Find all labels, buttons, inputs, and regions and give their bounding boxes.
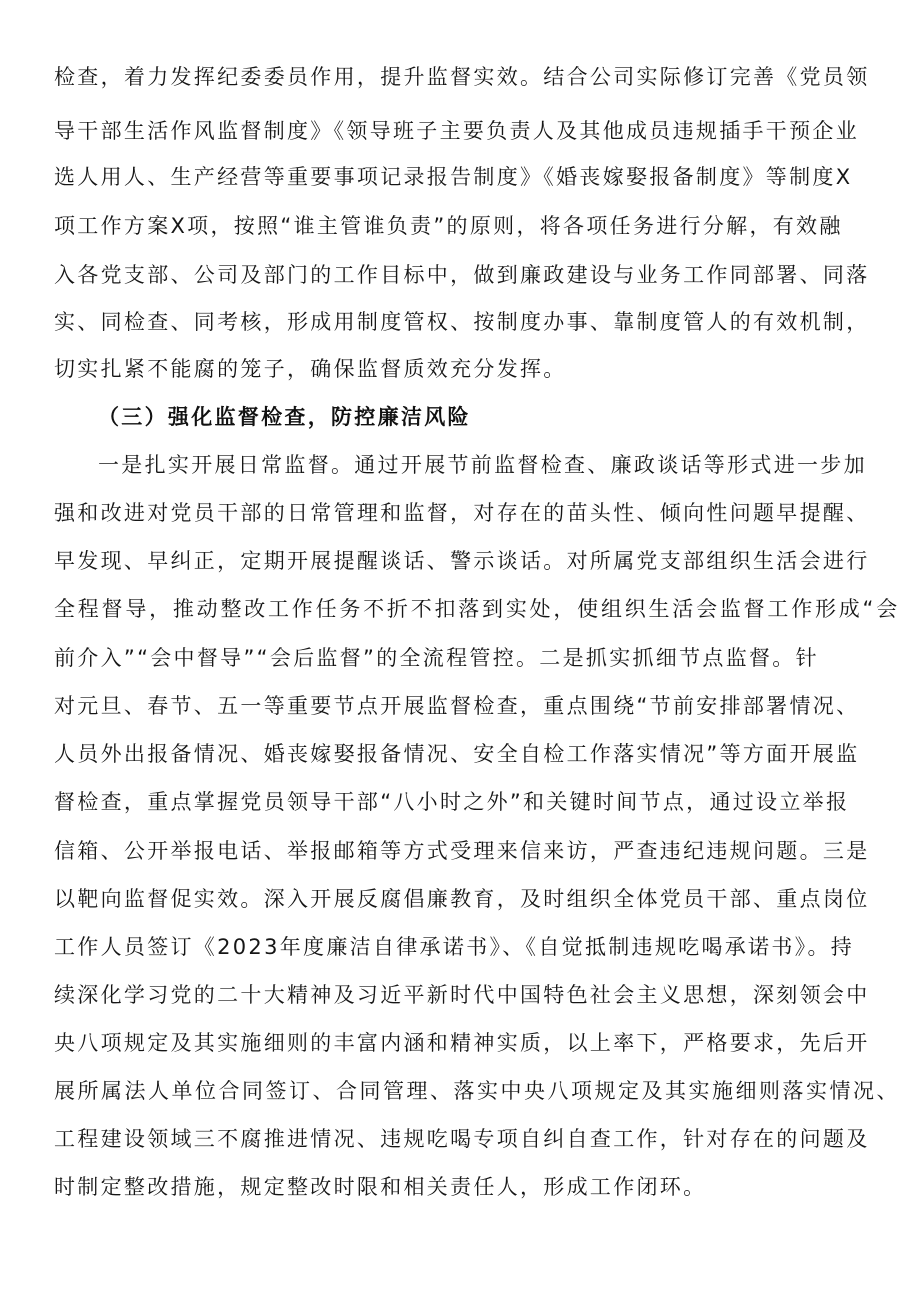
paragraph-2-line-15: 工程建设领域三不腐推进情况、违规吃喝专项自纠自查工作，针对存在的问题及 xyxy=(54,1127,870,1151)
paragraph-2-line-7: 人员外出报备情况、婚丧嫁娶报备情况、安全自检工作落实情况”等方面开展监 xyxy=(54,742,860,766)
paragraph-2-line-11: 工作人员签订《2023年度廉洁自律承诺书》、《自觉抵制违规吃喝承诺书》。持 xyxy=(54,935,855,959)
paragraph-2-line-16: 时制定整改措施，规定整改时限和相关责任人，形成工作闭环。 xyxy=(54,1175,707,1199)
paragraph-2-line-10: 以靶向监督促实效。深入开展反腐倡廉教育，及时组织全体党员干部、重点岗位 xyxy=(54,887,870,911)
paragraph-2-line-8: 督检查，重点掌握党员领导干部“八小时之外”和关键时间节点，通过设立举报 xyxy=(54,790,850,814)
paragraph-1-line-6: 实、同检查、同考核，形成用制度管权、按制度办事、靠制度管人的有效机制， xyxy=(54,310,870,334)
paragraph-2-line-12: 续深化学习党的二十大精神及习近平新时代中国特色社会主义思想，深刻领会中 xyxy=(54,983,870,1007)
paragraph-1-line-2: 导干部生活作风监督制度》《领导班子主要负责人及其他成员违规插手干预企业 xyxy=(54,119,859,143)
paragraph-2-line-9: 信箱、公开举报电话、举报邮箱等方式受理来信来访，严查违纪违规问题。三是 xyxy=(54,839,870,863)
paragraph-2-line-6: 对元旦、春节、五一等重要节点开展监督检查，重点围绕“节前安排部署情况、 xyxy=(54,694,860,718)
paragraph-1-line-7: 切实扎紧不能腐的笼子，确保监督质效充分发挥。 xyxy=(54,357,567,381)
paragraph-2-line-1: 一是扎实开展日常监督。通过开展节前监督检查、廉政谈话等形式进一步加 xyxy=(98,453,867,477)
paragraph-2-line-5: 前介入”“会中督导”“会后监督”的全流程管控。二是抓实抓细节点监督。针 xyxy=(54,646,819,670)
paragraph-2-line-4: 全程督导，推动整改工作任务不折不扣落到实处，使组织生活会监督工作形成“会 xyxy=(54,597,900,621)
paragraph-2-line-13: 央八项规定及其实施细则的丰富内涵和精神实质，以上率下，严格要求，先后开 xyxy=(54,1031,870,1055)
section-heading: （三）强化监督检查，防控廉洁风险 xyxy=(98,405,471,429)
paragraph-1-line-1: 检查，着力发挥纪委委员作用，提升监督实效。结合公司实际修订完善《党员领 xyxy=(54,65,870,89)
paragraph-1-line-4: 项工作方案X项，按照“谁主管谁负责”的原则，将各项任务进行分解，有效融 xyxy=(54,214,843,238)
paragraph-2-line-3: 早发现、早纠正，定期开展提醒谈话、警示谈话。对所属党支部组织生活会进行 xyxy=(54,549,870,573)
paragraph-2-line-14: 展所属法人单位合同签订、合同管理、落实中央八项规定及其实施细则落实情况、 xyxy=(54,1079,900,1103)
paragraph-1-line-5: 入各党支部、公司及部门的工作目标中，做到廉政建设与业务工作同部署、同落 xyxy=(54,263,870,287)
paragraph-2-line-2: 强和改进对党员干部的日常管理和监督，对存在的苗头性、倾向性问题早提醒、 xyxy=(54,501,870,525)
paragraph-1-line-3: 选人用人、生产经营等重要事项记录报告制度》《婚丧嫁娶报备制度》等制度X xyxy=(54,165,853,189)
